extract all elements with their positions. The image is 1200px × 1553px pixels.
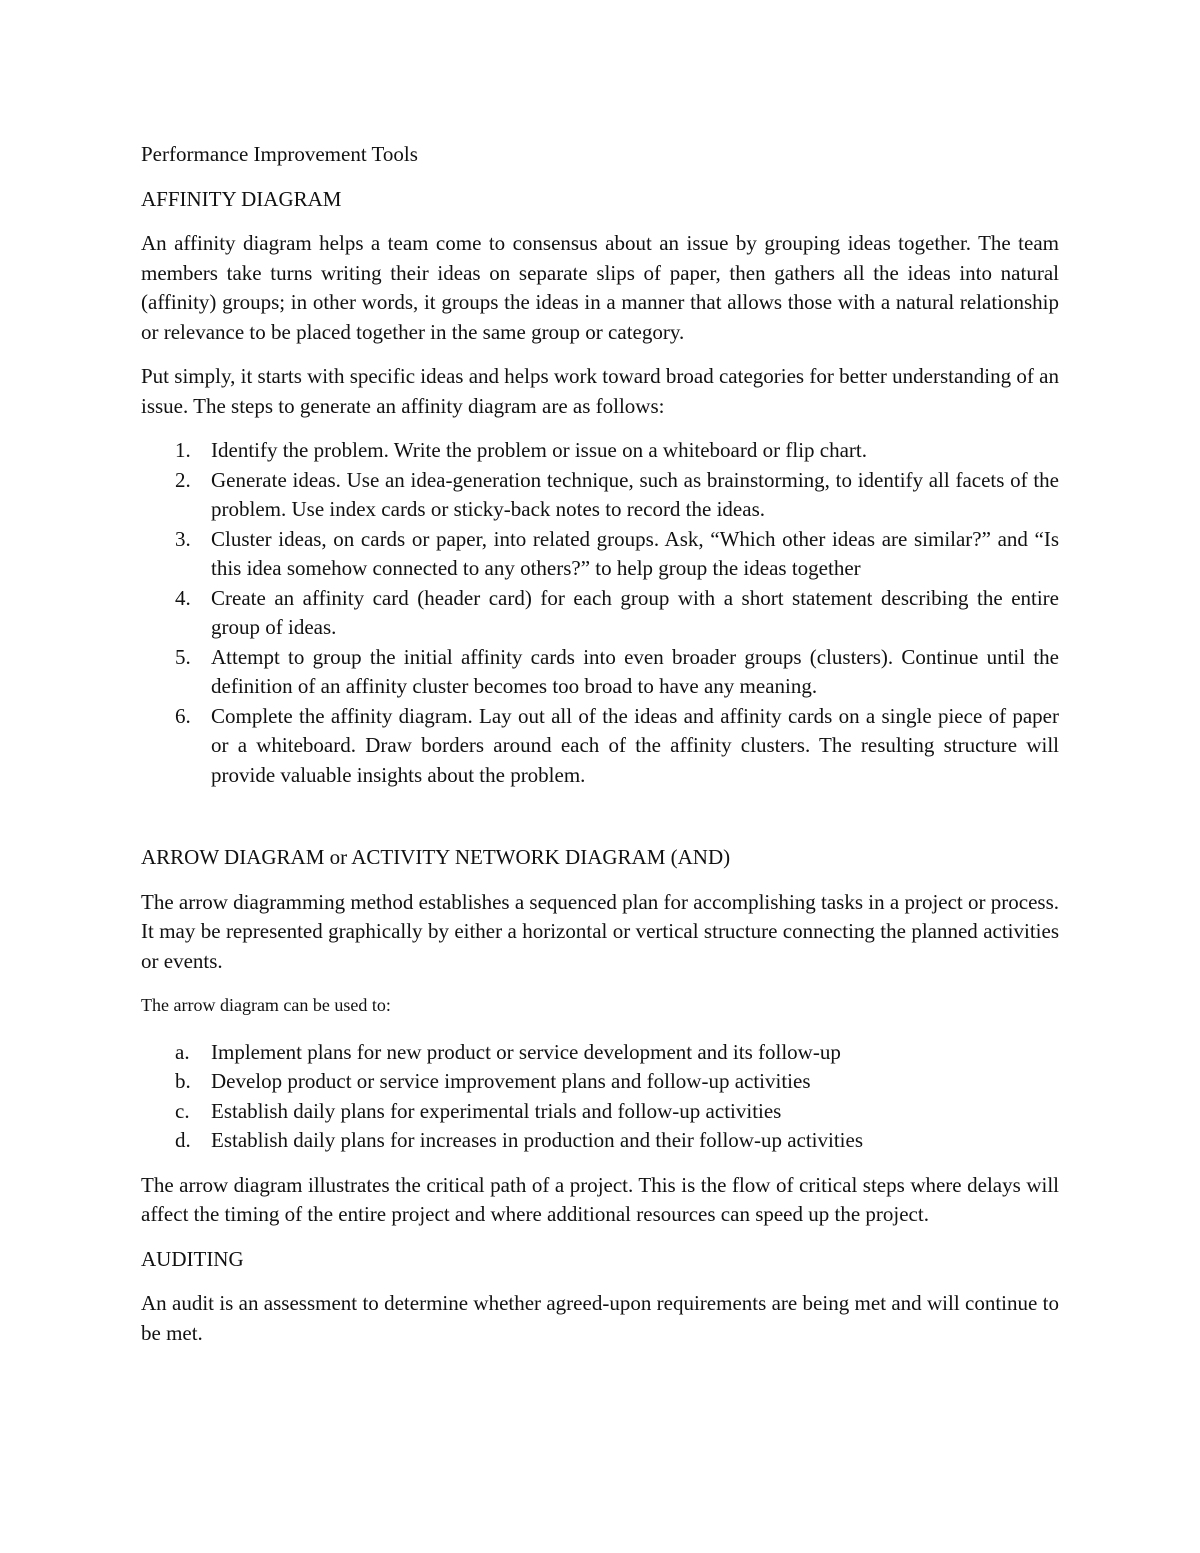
list-item-text: Attempt to group the initial affinity cards into even broader groups (clusters). Continue until the definition of an affinity cluster becomes too broad to have any meaning. [211, 644, 1059, 698]
affinity-steps-list [141, 436, 1059, 790]
list-item [141, 1038, 1059, 1068]
list-number: 2. [175, 467, 191, 492]
list-item [141, 584, 1059, 643]
list-letter: a. [175, 1039, 190, 1064]
list-item [141, 1067, 1059, 1097]
document-page [141, 140, 1059, 1363]
list-item-text: Cluster ideas, on cards or paper, into related groups. Ask, “Which other ideas are similar?” and “Is this idea somehow connected to any others?” to help group the ideas together [211, 526, 1059, 580]
affinity-heading: AFFINITY DIAGRAM [141, 186, 342, 211]
list-number: 3. [175, 526, 191, 551]
list-item-text: Develop product or service improvement plans and follow-up activities [211, 1069, 811, 1093]
list-item [141, 643, 1059, 702]
arrow-uses-intro: The arrow diagram can be used to: [141, 995, 391, 1015]
list-item-text: Establish daily plans for increases in production and their follow-up activities [211, 1128, 864, 1152]
list-item-text: Establish daily plans for experimental trials and follow-up activities [211, 1098, 782, 1123]
list-item [141, 702, 1059, 791]
list-item [141, 1097, 1059, 1127]
list-item [141, 436, 1059, 466]
list-letter: c. [175, 1098, 190, 1123]
list-number: 1. [175, 438, 191, 462]
section-spacer [141, 805, 1059, 843]
list-item [141, 525, 1059, 584]
list-item [141, 466, 1059, 525]
list-item-text: Complete the affinity diagram. Lay out all of the ideas and affinity cards on a single piece of paper or a whiteboard. Draw borders around each of the affinity clusters. The resulting structure will provide valuable insights about the problem. [211, 703, 1059, 787]
list-item-text: Implement plans for new product or service development and its follow-up [211, 1039, 841, 1064]
arrow-uses-list [141, 1038, 1059, 1156]
auditing-heading: AUDITING [141, 1246, 244, 1271]
list-number: 5. [175, 644, 191, 669]
affinity-paragraph-2: Put simply, it starts with specific ideas and helps work toward broad categories for better understanding of an issue. The steps to generate an affinity diagram are as follows: [141, 364, 1059, 418]
arrow-paragraph-2: The arrow diagram illustrates the critical path of a project. This is the flow of critical steps where delays will affect the timing of the entire project and where additional resources can speed up the project. [141, 1172, 1059, 1226]
arrow-diagram-heading: ARROW DIAGRAM or ACTIVITY NETWORK DIAGRAM (AND) [141, 845, 731, 869]
list-item-text: Identify the problem. Write the problem or issue on a whiteboard or flip chart. [211, 438, 867, 462]
auditing-paragraph-1: An audit is an assessment to determine whether agreed-upon requirements are being met and will continue to be met. [141, 1291, 1059, 1345]
list-letter: b. [175, 1069, 191, 1093]
list-item-text: Generate ideas. Use an idea-generation technique, such as brainstorming, to identify all facets of the problem. Use index cards or sticky-back notes to record the ideas. [211, 467, 1059, 521]
list-number: 6. [175, 703, 191, 728]
list-item [141, 1126, 1059, 1156]
affinity-paragraph-1: An affinity diagram helps a team come to consensus about an issue by grouping ideas together. The team members take turns writing their ideas on separate slips of paper, then gathers all the ideas into natural (affinity) groups; in other words, it groups the ideas in a manner that allows those with a natural relationship or relevance to be placed together in the same group or category. [141, 231, 1059, 344]
arrow-paragraph-1: The arrow diagramming method establishes a sequenced plan for accomplishing tasks in a project or process. It may be represented graphically by either a horizontal or vertical structure connecting the planned activities or events. [141, 889, 1059, 973]
list-number: 4. [175, 585, 191, 610]
document-title: Performance Improvement Tools [141, 142, 418, 166]
list-letter: d. [175, 1128, 191, 1152]
list-item-text: Create an affinity card (header card) for each group with a short statement describing the entire group of ideas. [211, 585, 1059, 639]
